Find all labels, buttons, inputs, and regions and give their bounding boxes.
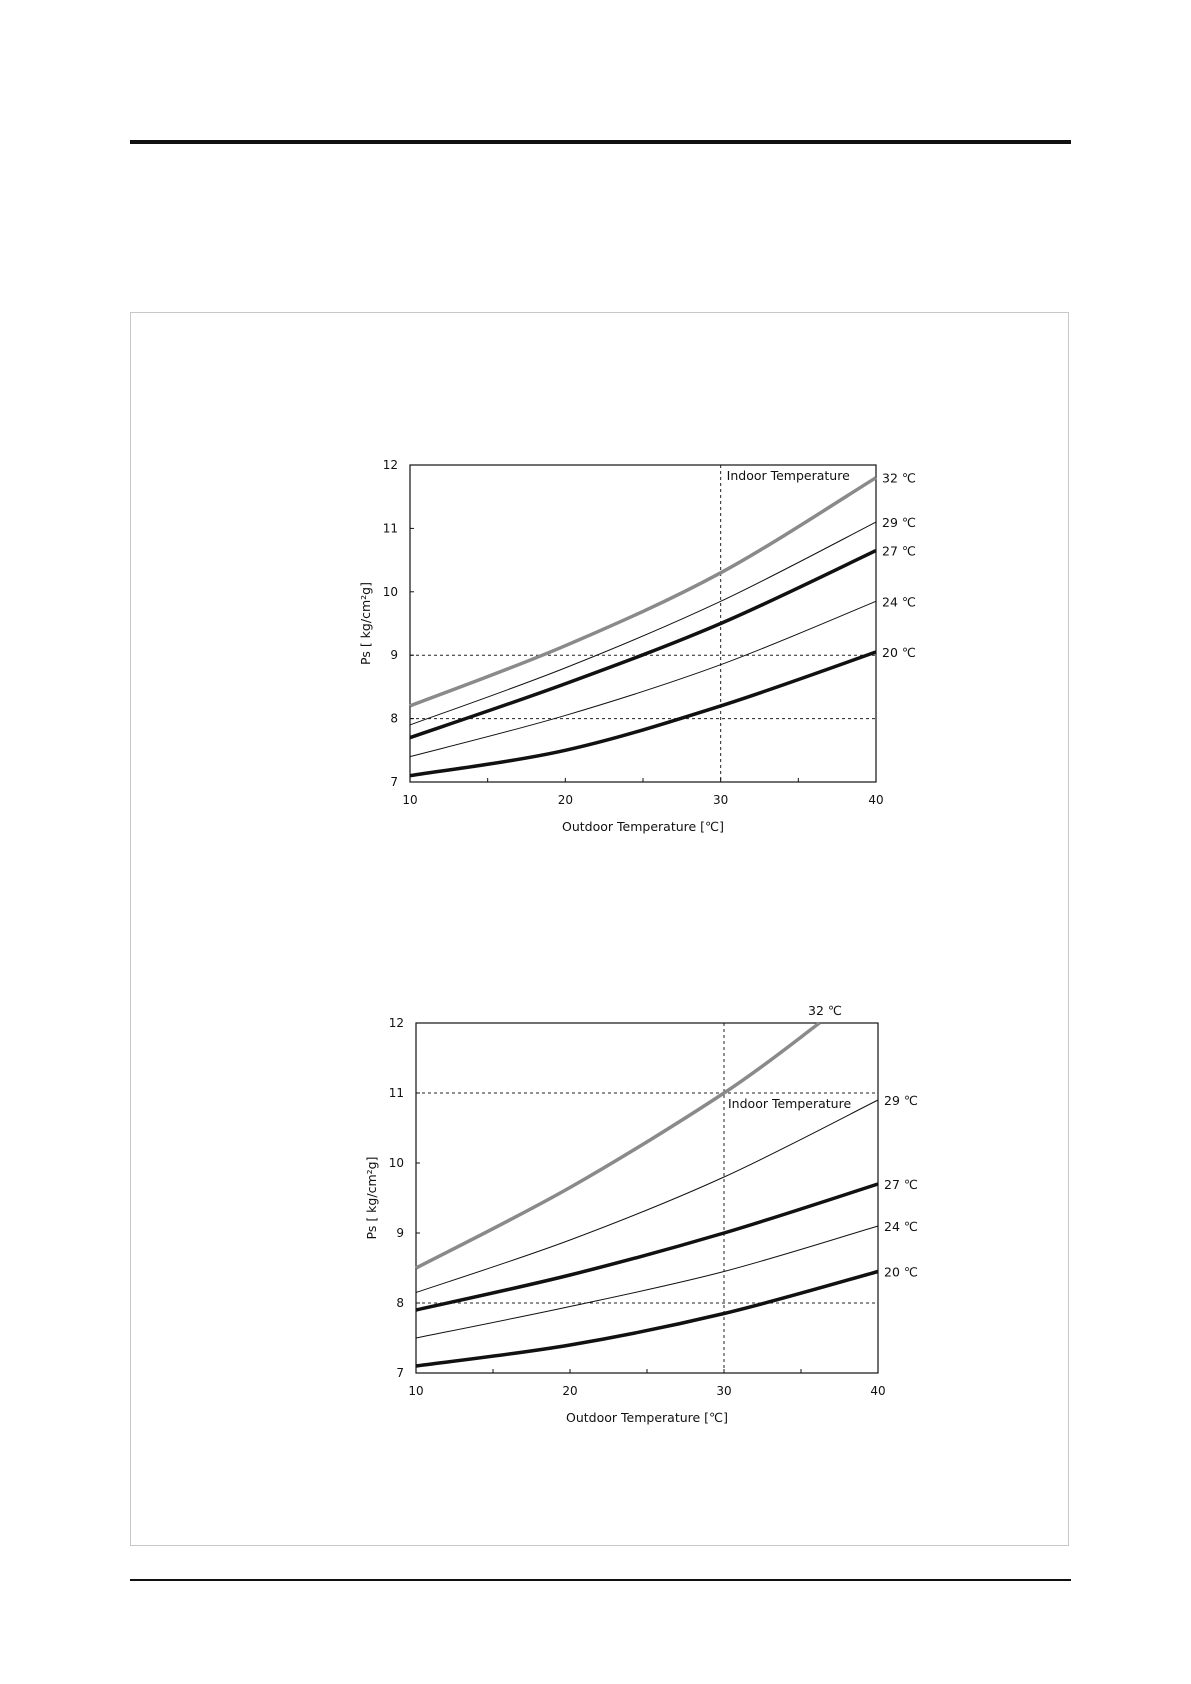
series-label-1: 29 ℃ [882, 515, 916, 531]
series-line-1 [416, 1100, 878, 1293]
series-line-3 [416, 1226, 878, 1338]
x-tick-label-20: 20 [562, 1384, 578, 1398]
x-tick-label-30: 30 [716, 1384, 732, 1398]
series-line-0 [416, 1023, 819, 1268]
x-tick-label-20: 20 [557, 793, 573, 807]
chart-2 [364, 1003, 918, 1425]
series-line-1 [410, 522, 876, 725]
series-label-3: 24 ℃ [882, 594, 916, 610]
y-tick-label-10: 10 [388, 1156, 404, 1170]
x-tick-label-10: 10 [402, 793, 418, 807]
y-tick-label-11: 11 [388, 1086, 404, 1100]
y-tick-label-7: 7 [396, 1366, 404, 1380]
series-label-0: 32 ℃ [808, 1003, 842, 1018]
y-tick-label-12: 12 [388, 1016, 404, 1030]
y-axis-title: Ps [ kg/cm²g] [364, 1156, 379, 1240]
series-label-3: 24 ℃ [884, 1219, 918, 1234]
series-line-4 [416, 1272, 878, 1367]
series-label-1: 29 ℃ [884, 1093, 918, 1108]
x-tick-label-30: 30 [713, 793, 729, 807]
series-label-2: 27 ℃ [882, 543, 916, 559]
x-tick-label-10: 10 [408, 1384, 424, 1398]
series-label-4: 20 ℃ [882, 645, 916, 661]
series-label-2: 27 ℃ [884, 1177, 918, 1192]
x-tick-label-40: 40 [868, 793, 884, 807]
y-tick-label-8: 8 [390, 711, 398, 726]
chart-1 [358, 458, 916, 834]
series-label-4: 20 ℃ [884, 1264, 918, 1280]
y-tick-label-12: 12 [382, 458, 398, 472]
plot-area [410, 465, 876, 782]
y-tick-label-7: 7 [390, 775, 398, 789]
x-axis-title: Outdoor Temperature [℃] [562, 819, 724, 834]
x-tick-label-40: 40 [870, 1384, 886, 1398]
x-axis-title: Outdoor Temperature [℃] [566, 1410, 728, 1425]
indoor-temperature-annotation: Indoor Temperature [726, 468, 850, 483]
y-tick-label-9: 9 [390, 648, 398, 663]
y-tick-label-8: 8 [396, 1296, 404, 1310]
indoor-temperature-annotation: Indoor Temperature [728, 1096, 852, 1111]
y-tick-label-10: 10 [382, 584, 398, 599]
y-tick-label-9: 9 [396, 1226, 404, 1240]
series-line-2 [410, 551, 876, 738]
plot-area [416, 1023, 878, 1373]
y-tick-label-11: 11 [382, 521, 398, 536]
y-axis-title: Ps [ kg/cm²g] [358, 582, 373, 665]
series-label-0: 32 ℃ [882, 470, 916, 486]
series-line-0 [410, 478, 876, 706]
